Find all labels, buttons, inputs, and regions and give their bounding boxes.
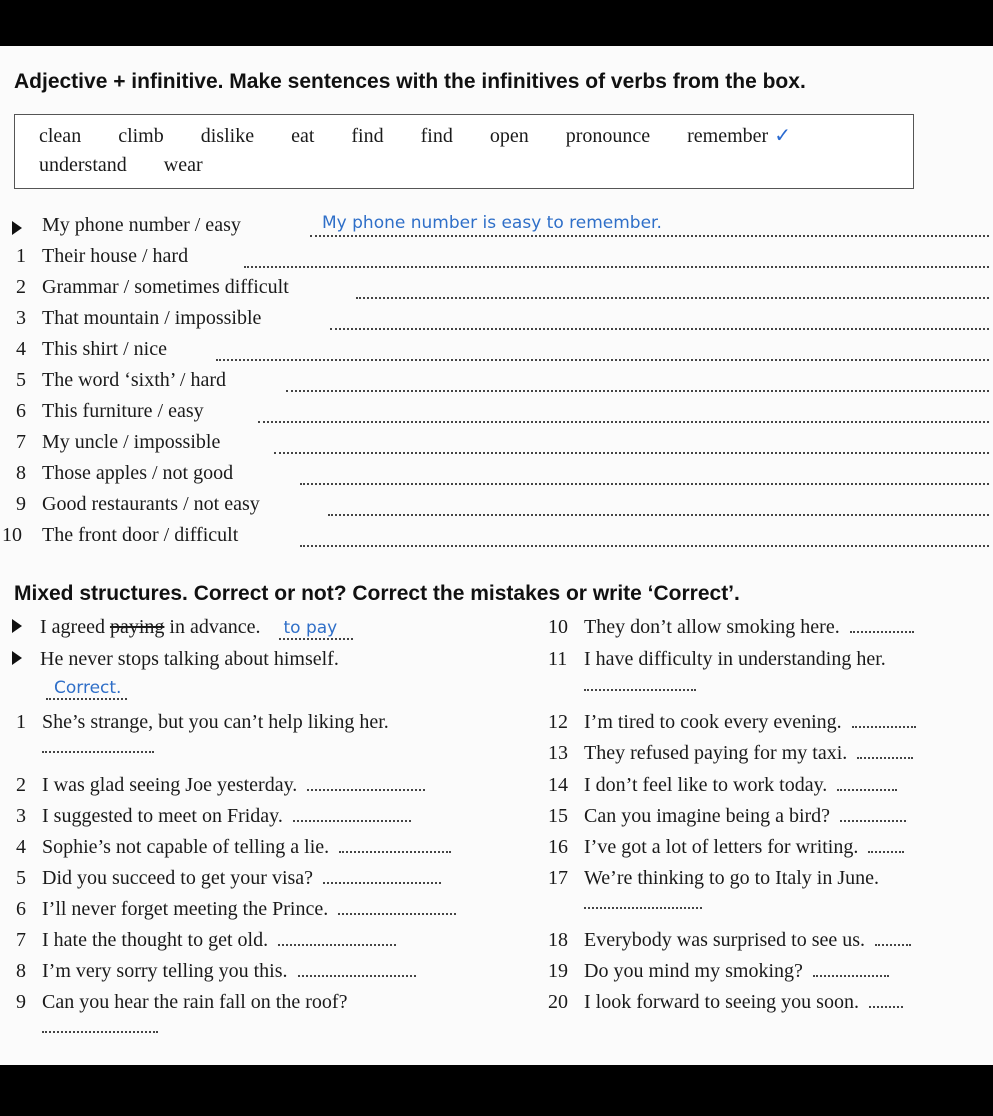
item-number: 8 [16, 462, 26, 484]
item-number: 15 [548, 805, 568, 827]
item-prompt: This shirt / nice [42, 338, 167, 360]
answer-line[interactable] [837, 775, 897, 791]
mixed-item [16, 867, 441, 890]
section2-example1 [12, 616, 353, 639]
mixed-item [16, 960, 416, 983]
item-text: I look forward to seeing you soon. [584, 991, 859, 1013]
mixed-item [548, 960, 889, 983]
mixed-item [16, 711, 389, 734]
item-number: 2 [16, 276, 26, 298]
answer-line[interactable] [300, 483, 989, 485]
item-prompt: Grammar / sometimes difficult [42, 276, 289, 298]
item-text: I’m very sorry telling you this. [42, 960, 288, 982]
triangle-bullet-icon [12, 619, 22, 633]
answer-line[interactable] [300, 545, 989, 547]
item-text: Did you succeed to get your visa? [42, 867, 314, 889]
item-text: Can you hear the rain fall on the roof? [42, 991, 348, 1013]
worksheet-page [0, 46, 993, 1065]
item-text: Everybody was surprised to see us. [584, 929, 866, 951]
item-prompt: The front door / difficult [42, 524, 239, 546]
verb-box-row1 [39, 123, 823, 148]
item-number: 6 [16, 898, 26, 920]
answer-line[interactable] [244, 266, 989, 268]
item-text: Can you imagine being a bird? [584, 805, 831, 827]
item-text: I have difficulty in understanding her. [584, 648, 886, 670]
item-prompt: Good restaurants / not easy [42, 493, 260, 515]
mixed-item [548, 929, 911, 952]
handwritten-answer: My phone number is easy to remember. [322, 213, 662, 233]
mixed-item [548, 805, 906, 828]
verb-word: dislike [200, 125, 255, 147]
handwritten-answer: to pay [279, 618, 353, 640]
answer-line[interactable] [584, 674, 696, 697]
verb-word: eat [291, 125, 315, 147]
exercise-item [0, 400, 993, 428]
item-text: Sophie’s not capable of telling a lie. [42, 836, 330, 858]
triangle-bullet-icon [12, 221, 22, 235]
mixed-item [16, 991, 347, 1014]
mixed-item [16, 898, 456, 921]
exercise-item [0, 524, 993, 552]
answer-line[interactable] [323, 868, 441, 884]
item-text: I’ll never forget meeting the Prince. [42, 898, 329, 920]
mixed-item [16, 929, 396, 952]
answer-line[interactable] [216, 359, 989, 361]
item-text: They refused paying for my taxi. [584, 742, 848, 764]
exercise-item [0, 307, 993, 335]
answer-line[interactable] [293, 806, 411, 822]
answer-line[interactable] [356, 297, 989, 299]
answer-line[interactable] [875, 930, 911, 946]
item-number: 4 [16, 338, 26, 360]
checkmark-icon: ✓ [774, 123, 791, 147]
answer-line[interactable] [868, 837, 904, 853]
item-number: 9 [16, 493, 26, 515]
item-number: 3 [16, 805, 26, 827]
example-prompt: My phone number / easy [42, 214, 241, 236]
exercise-item [0, 276, 993, 304]
item-prompt: This furniture / easy [42, 400, 204, 422]
item-number: 1 [16, 245, 26, 267]
item-text: I’m tired to cook every evening. [584, 711, 842, 733]
answer-line[interactable] [857, 743, 913, 759]
answer-line[interactable] [840, 806, 906, 822]
item-prompt: Their house / hard [42, 245, 189, 267]
verb-word: climb [118, 125, 164, 147]
item-text: I was glad seeing Joe yesterday. [42, 774, 298, 796]
answer-line[interactable] [869, 992, 903, 1008]
verb-word: find [351, 125, 384, 147]
item-number: 2 [16, 774, 26, 796]
answer-line[interactable] [813, 961, 889, 977]
section1-example [0, 214, 993, 242]
verb-word: clean [39, 125, 82, 147]
mixed-item [548, 774, 897, 797]
item-text: They don’t allow smoking here. [584, 616, 840, 638]
answer-line[interactable] [310, 235, 989, 237]
item-prompt: The word ‘sixth’ / hard [42, 369, 227, 391]
answer-line[interactable] [298, 961, 416, 977]
item-text: I suggested to meet on Friday. [42, 805, 283, 827]
item-text: I’ve got a lot of letters for writing. [584, 836, 859, 858]
answer-line[interactable] [584, 892, 702, 915]
item-number: 11 [548, 648, 568, 670]
verb-word: open [489, 125, 529, 147]
item-number: 16 [548, 836, 568, 858]
triangle-bullet-icon [12, 651, 22, 665]
item-number: 5 [16, 369, 26, 391]
answer-line[interactable] [328, 514, 989, 516]
item-text: She’s strange, but you can’t help liking her. [42, 711, 389, 733]
item-number: 10 [2, 524, 22, 546]
answer-line[interactable] [42, 736, 154, 759]
item-number: 14 [548, 774, 568, 796]
mixed-item [548, 836, 904, 859]
example1-text: I agreed [40, 616, 105, 638]
exercise-item [0, 245, 993, 273]
verb-word: pronounce [565, 125, 651, 147]
verb-word: understand [39, 154, 127, 176]
item-text: I hate the thought to get old. [42, 929, 269, 951]
item-number: 1 [16, 711, 26, 733]
answer-line[interactable] [307, 775, 425, 791]
verb-word: wear [163, 154, 203, 176]
item-number: 7 [16, 929, 26, 951]
exercise-item [0, 369, 993, 397]
struck-word: paying [109, 616, 165, 638]
item-number: 13 [548, 742, 568, 764]
item-prompt: Those apples / not good [42, 462, 234, 484]
mixed-item [16, 774, 425, 797]
answer-line[interactable] [850, 617, 914, 633]
section2-example2 [12, 648, 339, 671]
exercise-item [0, 493, 993, 521]
item-number: 17 [548, 867, 568, 889]
verb-box-row2 [39, 154, 235, 177]
item-number: 3 [16, 307, 26, 329]
mixed-item [548, 991, 903, 1014]
section2-heading: Mixed structures. Correct or not? Correct the mistakes or write ‘Correct’. [14, 582, 740, 605]
verb-box [14, 114, 914, 189]
item-text: I don’t feel like to work today. [584, 774, 828, 796]
answer-line[interactable] [258, 421, 989, 423]
handwritten-answer: Correct. [46, 678, 127, 700]
answer-line[interactable] [330, 328, 989, 330]
item-number: 12 [548, 711, 568, 733]
item-number: 20 [548, 991, 568, 1013]
item-number: 9 [16, 991, 26, 1013]
item-number: 7 [16, 431, 26, 453]
section2-example2-answer [46, 676, 127, 699]
mixed-item [548, 711, 916, 734]
answer-line[interactable] [286, 390, 989, 392]
item-prompt: My uncle / impossible [42, 431, 221, 453]
answer-line[interactable] [278, 930, 396, 946]
item-number: 19 [548, 960, 568, 982]
mixed-item [548, 616, 914, 639]
answer-line[interactable] [852, 712, 916, 728]
example2-text: He never stops talking about himself. [40, 648, 339, 670]
verb-word: find [420, 125, 453, 147]
answer-line[interactable] [339, 837, 451, 853]
item-text: Do you mind my smoking? [584, 960, 803, 982]
mixed-item [548, 742, 913, 765]
mixed-item [16, 805, 411, 828]
item-number: 4 [16, 836, 26, 858]
exercise-item [0, 338, 993, 366]
item-text: We’re thinking to go to Italy in June. [584, 867, 879, 889]
answer-line[interactable] [274, 452, 989, 454]
item-number: 10 [548, 616, 568, 638]
item-prompt: That mountain / impossible [42, 307, 262, 329]
mixed-item [548, 648, 886, 671]
item-number: 6 [16, 400, 26, 422]
mixed-item [16, 836, 451, 859]
mixed-item [548, 867, 879, 890]
example1-text-end: in advance. [169, 616, 261, 638]
item-number: 5 [16, 867, 26, 889]
item-number: 8 [16, 960, 26, 982]
exercise-item [0, 431, 993, 459]
item-number: 18 [548, 929, 568, 951]
exercise-item [0, 462, 993, 490]
answer-line[interactable] [338, 899, 456, 915]
section1-heading: Adjective + infinitive. Make sentences with the infinitives of verbs from the box. [14, 70, 806, 93]
answer-line[interactable] [42, 1016, 158, 1039]
verb-word: remember [687, 125, 769, 147]
